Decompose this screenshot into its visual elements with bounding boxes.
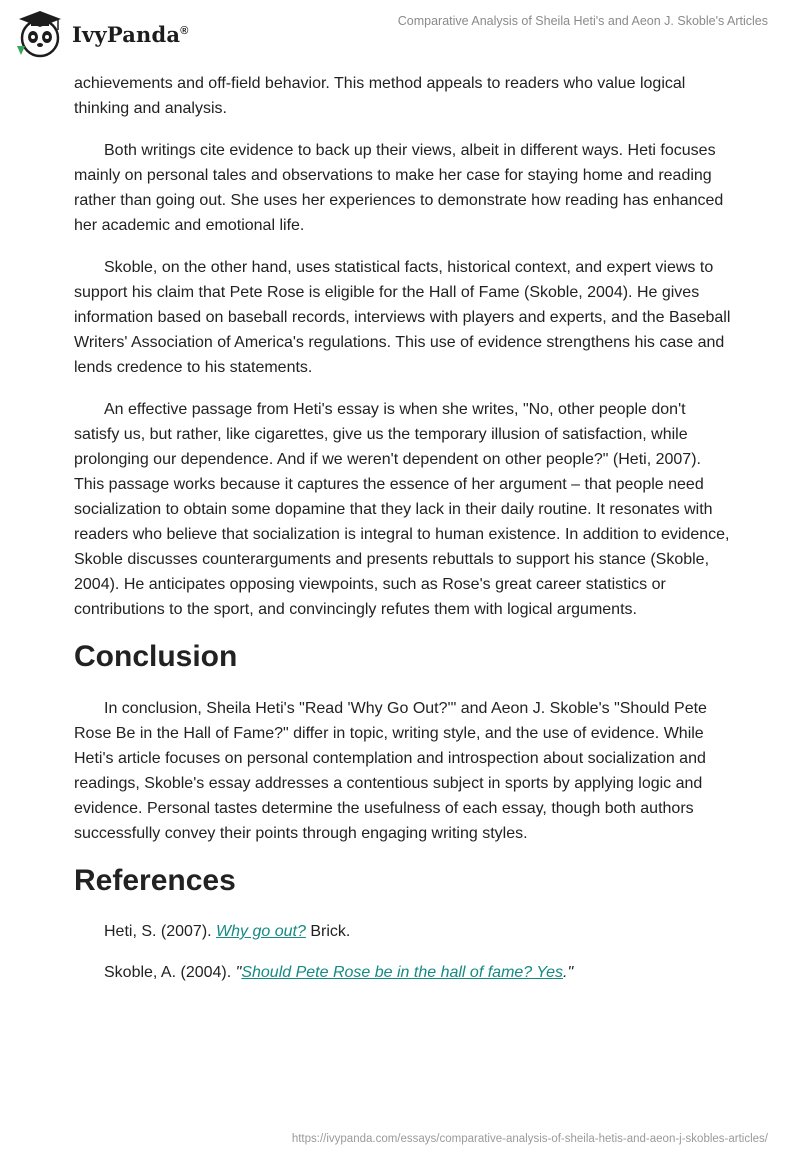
panda-logo-icon [14, 8, 66, 60]
reference-prefix: Heti, S. (2007). [104, 923, 217, 940]
paragraph: Both writings cite evidence to back up their views, albeit in different ways. Heti focuses mainly on personal tales and observations to make her case for staying home and reading rather than going out. She uses her experiences to demonstrate how reading has enhanced her academic and emotional life. [74, 142, 724, 234]
page-header [0, 0, 800, 70]
paragraph: An effective passage from Heti's essay is when she writes, "No, other people don't satisfy us, but rather, like cigarettes, give us the temporary illusion of satisfaction, while prolonging our dependence. And if we weren't dependent on other people?" (Heti, 2007). This passage works because it captures the essence of her argument – that people need socialization to obtain some dopamine that they lack in their daily routine. It resonates with readers who believe that socialization is integral to human existence. In addition to evidence, Skoble discusses counterarguments and presents rebuttals to support his stance (Skoble, 2004). He anticipates opposing viewpoints, such as Rose's great career statistics or contributions to the sport, and convincingly refutes them with logical arguments. [74, 401, 730, 618]
references-heading: References [74, 864, 236, 897]
document-title: Comparative Analysis of Sheila Heti's and Aeon J. Skoble's Articles [397, 14, 768, 28]
paragraph: achievements and off-field behavior. This method appeals to readers who value logical thinking and analysis. [74, 75, 686, 117]
logo-text: IvyPanda® [72, 21, 189, 47]
reference-prefix: Skoble, A. (2004). [104, 964, 236, 981]
reference-item [74, 960, 734, 985]
footer-url: https://ivypanda.com/essays/comparative-analysis-of-sheila-hetis-and-aeon-j-skobles-articles/ [291, 1133, 768, 1145]
conclusion-paragraph: In conclusion, Sheila Heti's "Read 'Why Go Out?'" and Aeon J. Skoble's "Should Pete Rose Be in the Hall of Fame?" differ in topic, writing style, and the use of evidence. While Heti's article focuses on personal contemplation and introspection about socialization and readings, Skoble's essay addresses a contentious subject in sports by applying logic and evidence. Personal tastes determine the usefulness of each essay, though both authors successfully convey their points through engaging writing styles. [74, 700, 707, 842]
article-body [74, 71, 734, 1001]
reference-open-quote: " [235, 964, 242, 981]
reference-suffix: Brick. [305, 923, 351, 940]
reference-link[interactable]: Why go out? [216, 923, 306, 940]
paragraph: Skoble, on the other hand, uses statistical facts, historical context, and expert views to support his claim that Pete Rose is eligible for the Hall of Fame (Skoble, 2004). He gives information based on baseball records, interviews with players and experts, and the Baseball Writers' Association of America's regulations. This use of evidence strengthens his case and lends credence to his statements. [74, 259, 731, 376]
reference-item [74, 919, 734, 944]
conclusion-heading: Conclusion [74, 640, 238, 673]
reference-suffix: ." [563, 964, 574, 981]
logo[interactable] [14, 8, 189, 60]
reference-link[interactable]: Should Pete Rose be in the hall of fame? Yes [241, 964, 564, 981]
